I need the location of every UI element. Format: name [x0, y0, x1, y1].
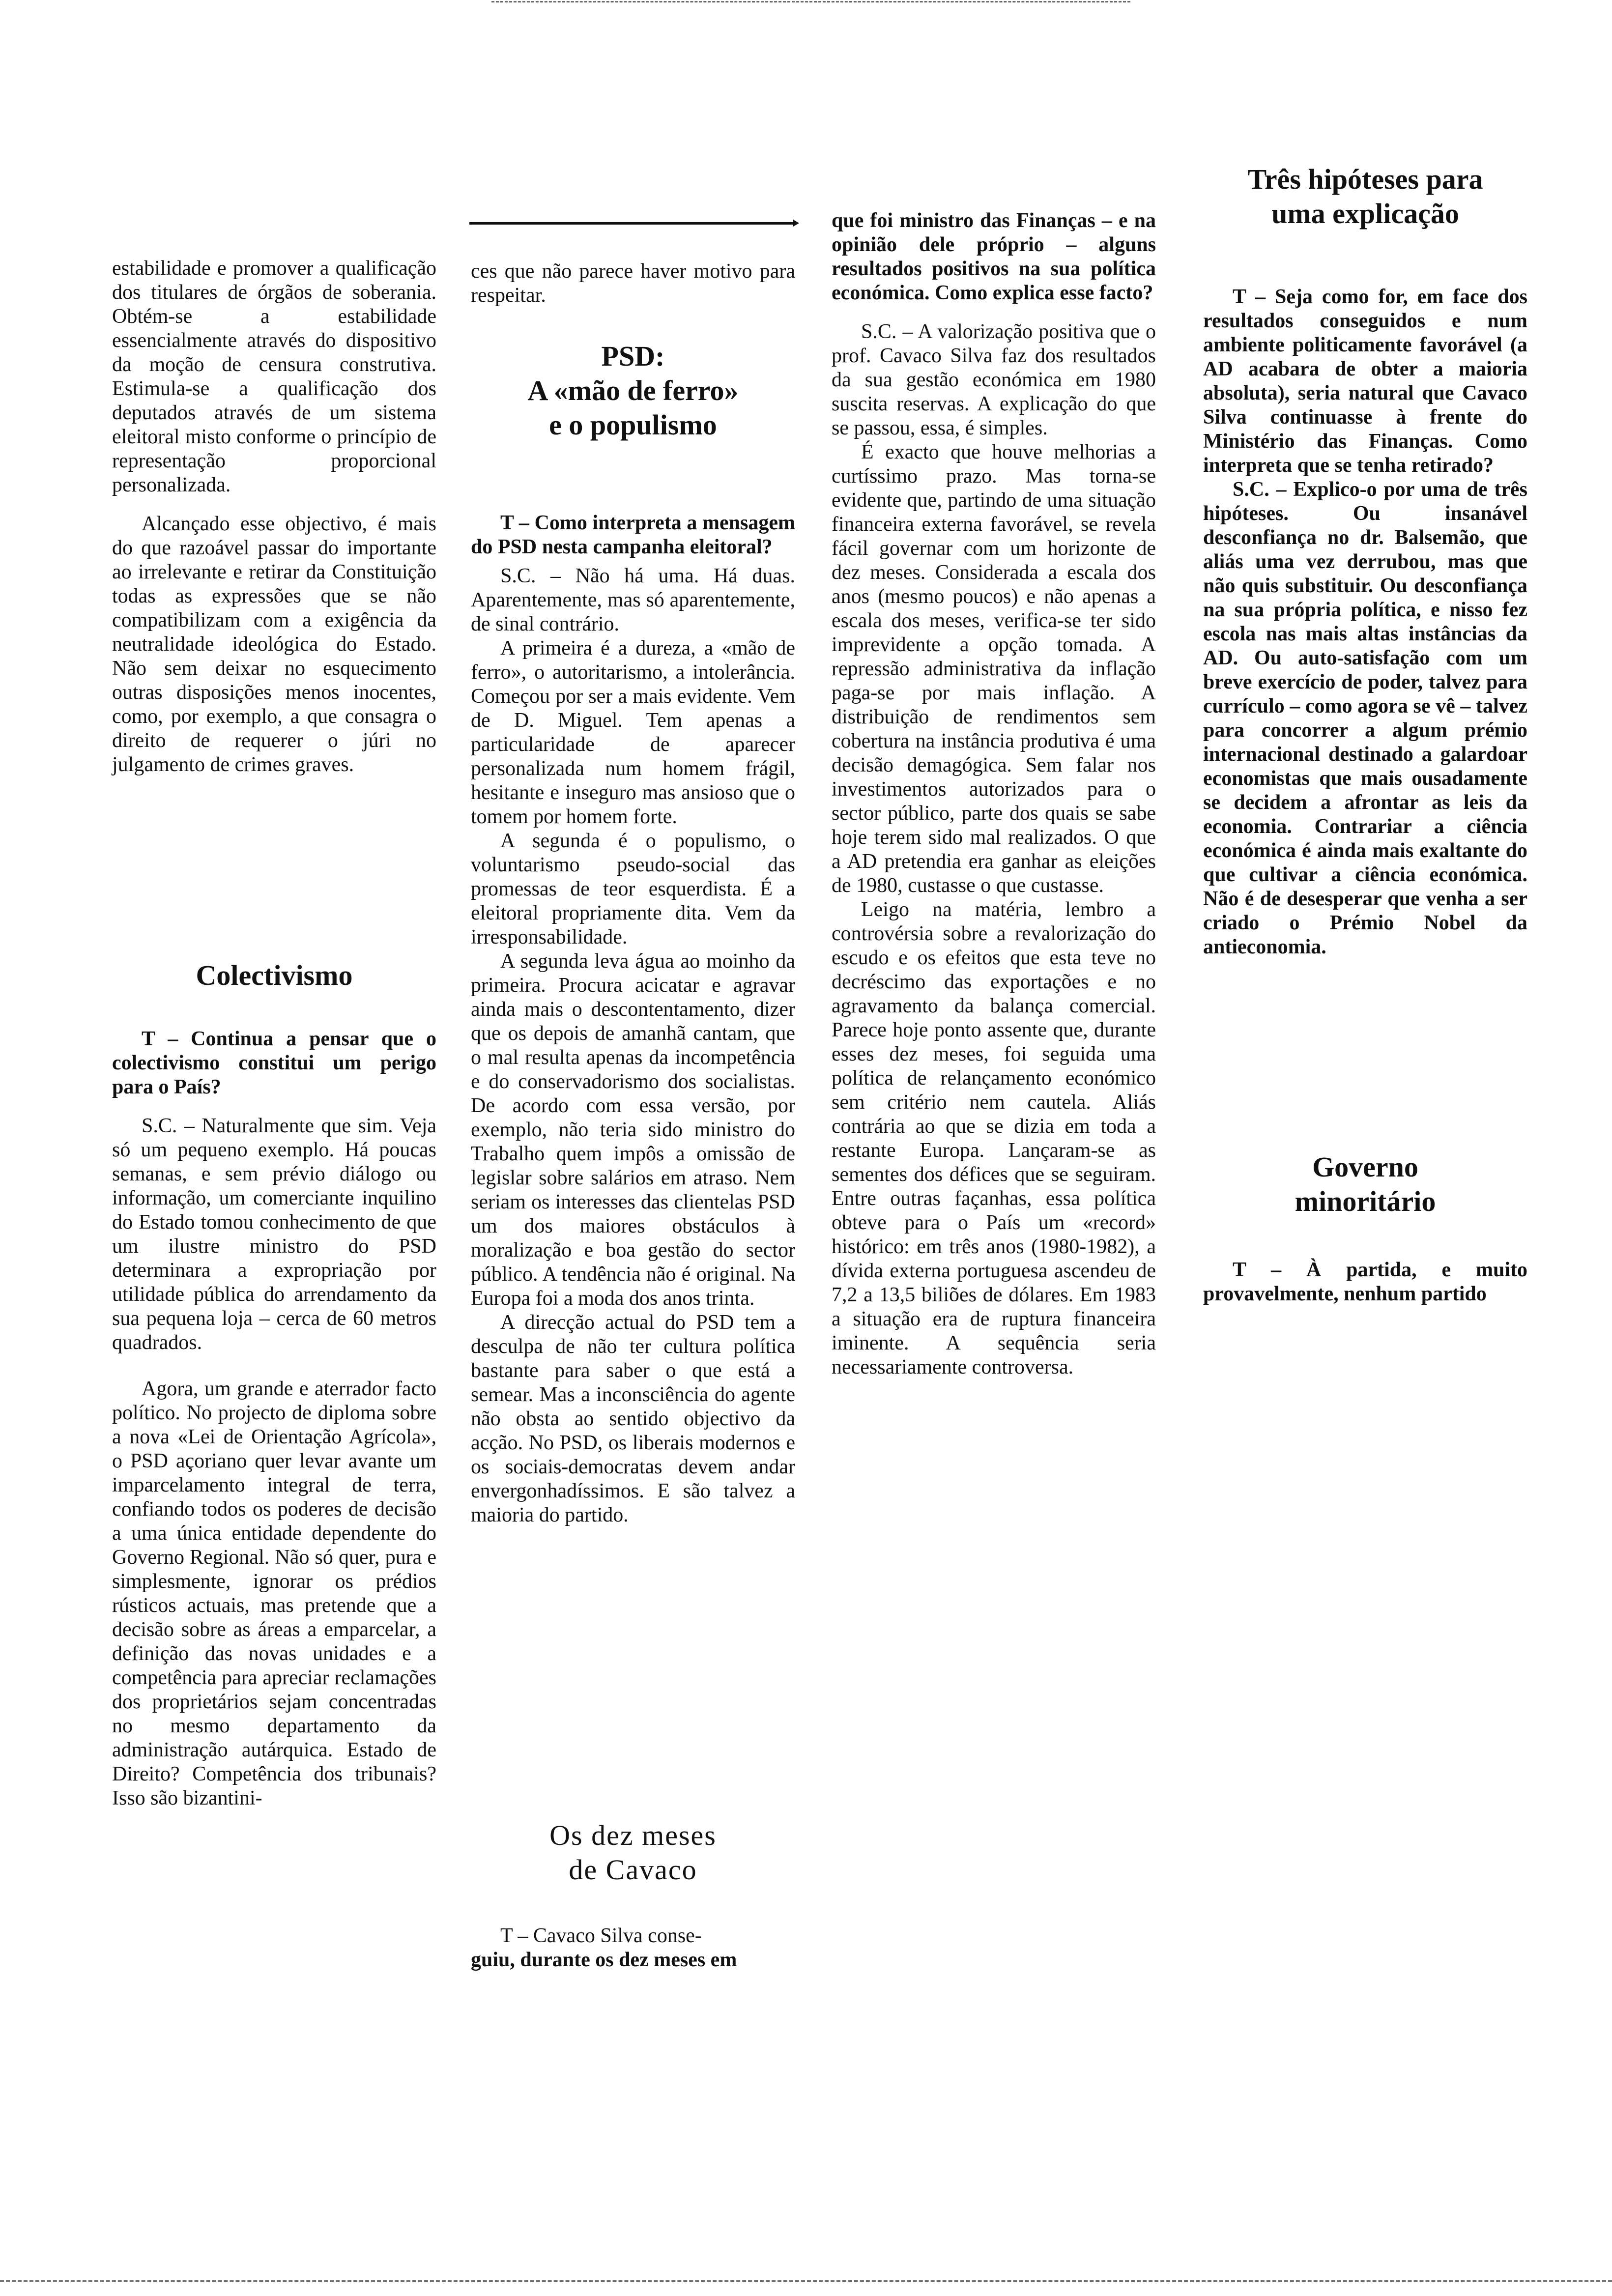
column-rule-arrow [469, 222, 796, 225]
section-heading-line: e o populismo [549, 409, 717, 441]
section-heading: Colectivismo [196, 959, 353, 991]
paragraph: A direcção actual do PSD tem a desculpa de não ter cultura política bastante para saber o que está a semear. Mas a inconsciência do agente não obsta ao sentido objectivo da acção. No PSD, os liberais modernos e os sociais-democratas devem andar envergonhadíssimos. E são talvez a maioria do partido. [471, 1311, 795, 1526]
interview-question: T – Seja como for, em face dos resultados conseguidos e num ambiente politicamente favorável (a AD acabara de obter a maioria absoluta), seria natural que Cavaco Silva continuasse à frente do Ministério das Finanças. Como interpreta que se tenha retirado? [1203, 286, 1527, 477]
col3-body [832, 209, 1156, 1379]
section-colectivismo [112, 958, 436, 1810]
interview-question: T – Cavaco Silva conse- guiu, durante os dez meses em [471, 1924, 737, 1971]
col2-body [471, 511, 795, 1527]
scan-noise-bottom [0, 2280, 1612, 2285]
section-heading-line: PSD: [601, 340, 665, 372]
paragraph: É exacto que houve melhorias a curtíssimo prazo. Mas torna-se evidente que, partindo de uma situação financeira externa favorável, se revela fácil governar com um horizonte de dez meses. Considerada a escala dos anos (mesmo poucos) e não apenas a escala dos meses, verifica-se ter sido imprevidente a opção tomada. A repressão administrativa da inflação paga-se por mais inflação. A distribuição de rendimentos sem cobertura na instância produtiva é uma decisão demagógica. Sem falar nos investimentos autorizados para o sector público, parte dos quais se sabe hoje terem sido mal realizados. O que a AD pretendia era ganhar as eleições de 1980, custasse o que custasse. [832, 441, 1156, 897]
interview-answer: S.C. – Explico-o por uma de três hipóteses. Ou insanável desconfiança no dr. Balsemão, que aliás uma vez derrubou, mas que não quis substituir. Ou desconfiança na sua própria política, e nisso fez escola nas mais altas instâncias da AD. Ou auto-satisfação com um breve exercício de poder, talvez para currículo – como agora se vê – talvez para concorrer a algum prémio internacional destinado a galardoar economistas que mais ousadamente se decidem a afrontar as leis da economia. Contrariar a ciência económica é ainda mais exaltante do que cultivar a ciência económica. Não é de desesperar que venha a ser criado o Prémio Nobel da antieconomia. [1203, 478, 1527, 958]
section-heading-line: Os dez meses [549, 1819, 717, 1851]
section-governo-minoritario [1203, 1150, 1527, 1306]
question-part: T – Cavaco Silva conse [500, 1924, 695, 1947]
paragraph: Leigo na matéria, lembro a controvérsia sobre a revalorização do escudo e os efeitos que esta teve no decréscimo das exportações e no agravamento da balança comercial. Parece hoje ponto assente que, durante esses dez meses, foi seguida uma política de relançamento económico sem critério nem cautela. Aliás contrária ao que se dizia em toda a restante Europa. Lançaram-se as sementes dos défices que se seguiram. Entre outras façanhas, essa política obteve para o País um «record» histórico: em três anos (1980-1982), a dívida externa portuguesa ascendeu de 7,2 a 13,5 biliões de dólares. Em 1983 a situação era de ruptura financeira iminente. A sequência seria necessariamente controversa. [832, 898, 1156, 1378]
section-heading-line: de Cavaco [569, 1854, 697, 1886]
section-dez-meses [471, 1818, 795, 1972]
section-heading-line: minoritário [1295, 1185, 1436, 1217]
paragraph: estabilidade e promover a qualificação dos titulares de órgãos de soberania. Obtém-se a estabilidade essencialmente através do dispositivo da moção de censura construtiva. Estimula-se a qualificação dos deputados através de um sistema eleitoral misto conforme o princípio de representação proporcional personalizada. [112, 257, 436, 496]
section-heading-line: Três hipóteses para [1247, 163, 1483, 195]
col1-text-top [112, 257, 436, 777]
interview-question: que foi ministro das Finanças – e na opinião dele próprio – alguns resultados positivos na sua política económica. Como explica esse facto? [832, 209, 1156, 304]
section-heading-line: Governo [1312, 1151, 1418, 1183]
section-psd [471, 339, 795, 442]
paragraph: ces que não parece haver motivo para respeitar. [471, 260, 795, 307]
section-heading-line: uma explicação [1271, 198, 1459, 230]
col2-continuation [471, 259, 795, 308]
interview-answer: S.C. – Não há uma. Há duas. Aparentemente, mas só aparentemente, de sinal contrário. [471, 565, 795, 635]
section-heading-line: A «mão de ferro» [527, 374, 739, 406]
interview-answer: S.C. – Naturalmente que sim. Veja só um pequeno exemplo. Há poucas semanas, e sem prévio diálogo ou informação, um comerciante inquilino do Estado tomou conhecimento de que um ilustre ministro do PSD determinara a expropriação por utilidade pública do arrendamento da sua pequena loja – cerca de 60 metros quadrados. [112, 1115, 436, 1354]
paragraph: Agora, um grande e aterrador facto político. No projecto de diploma sobre a nova «Lei de Orientação Agrícola», o PSD açoriano quer levar avante um imparcelamento integral de terra, confiando todos os poderes de decisão a uma única entidade dependente do Governo Regional. Não só quer, pura e simplesmente, ignorar os prédios rústicos actuais, mas pretende que a decisão sobre as áreas a emparcelar, a definição das novas unidades e a competência para apreciar reclamações dos proprietários sejam concentradas no mesmo departamento da administração autárquica. Estado de Direito? Competência dos tribunais? Isso são bizantini- [112, 1378, 436, 1809]
question-part: guiu, durante os dez meses em [471, 1949, 737, 1971]
interview-question: T – À partida, e muito provavelmente, nenhum partido [1203, 1259, 1527, 1305]
paragraph: Alcançado esse objectivo, é mais do que razoável passar do importante ao irrelevante e retirar da Constituição todas as expressões que se não compatibilizam com a exigência da neutralidade ideológica do Estado. Não sem deixar no esquecimento outras disposições menos inocentes, como, por exemplo, a que consagra o direito de requerer o júri no julgamento de crimes graves. [112, 513, 436, 776]
interview-answer: S.C. – A valorização positiva que o prof. Cavaco Silva faz dos resultados da sua gestão económica em 1980 suscita reservas. A explicação do que se passou, essa, é simples. [832, 320, 1156, 439]
section-tres-hipoteses [1203, 162, 1527, 959]
paragraph: A segunda leva água ao moinho da primeira. Procura acicatar e agravar ainda mais o descontentamento, dizer que os depois de amanhã cantam, que o mal resulta apenas da incompetência e do conservadorismo dos socialistas. De acordo com essa versão, por exemplo, não teria sido ministro do Trabalho quem impôs a omissão de legislar sobre salários em atraso. Nem seriam os interesses das clientelas PSD um dos maiores obstáculos à moralização e boa gestão do sector público. A tendência não é original. Na Europa foi a moda dos anos trinta. [471, 950, 795, 1310]
interview-question: T – Como interpreta a mensagem do PSD nesta campanha eleitoral? [471, 512, 795, 558]
interview-question: T – Continua a pensar que o colectivismo constitui um perigo para o País? [112, 1028, 436, 1098]
paragraph: A segunda é o populismo, o voluntarismo pseudo-social das promessas de teor esquerdista. É a eleitoral propriamente dita. Vem da irresponsabilidade. [471, 830, 795, 948]
scan-noise-top [491, 1, 1130, 4]
paragraph: A primeira é a dureza, a «mão de ferro», o autoritarismo, a intolerância. Começou por ser a mais evidente. Vem de D. Miguel. Tem apenas a particularidade de aparecer personalizada num homem frágil, hesitante e inseguro mas ansioso que o tomem por homem forte. [471, 637, 795, 828]
